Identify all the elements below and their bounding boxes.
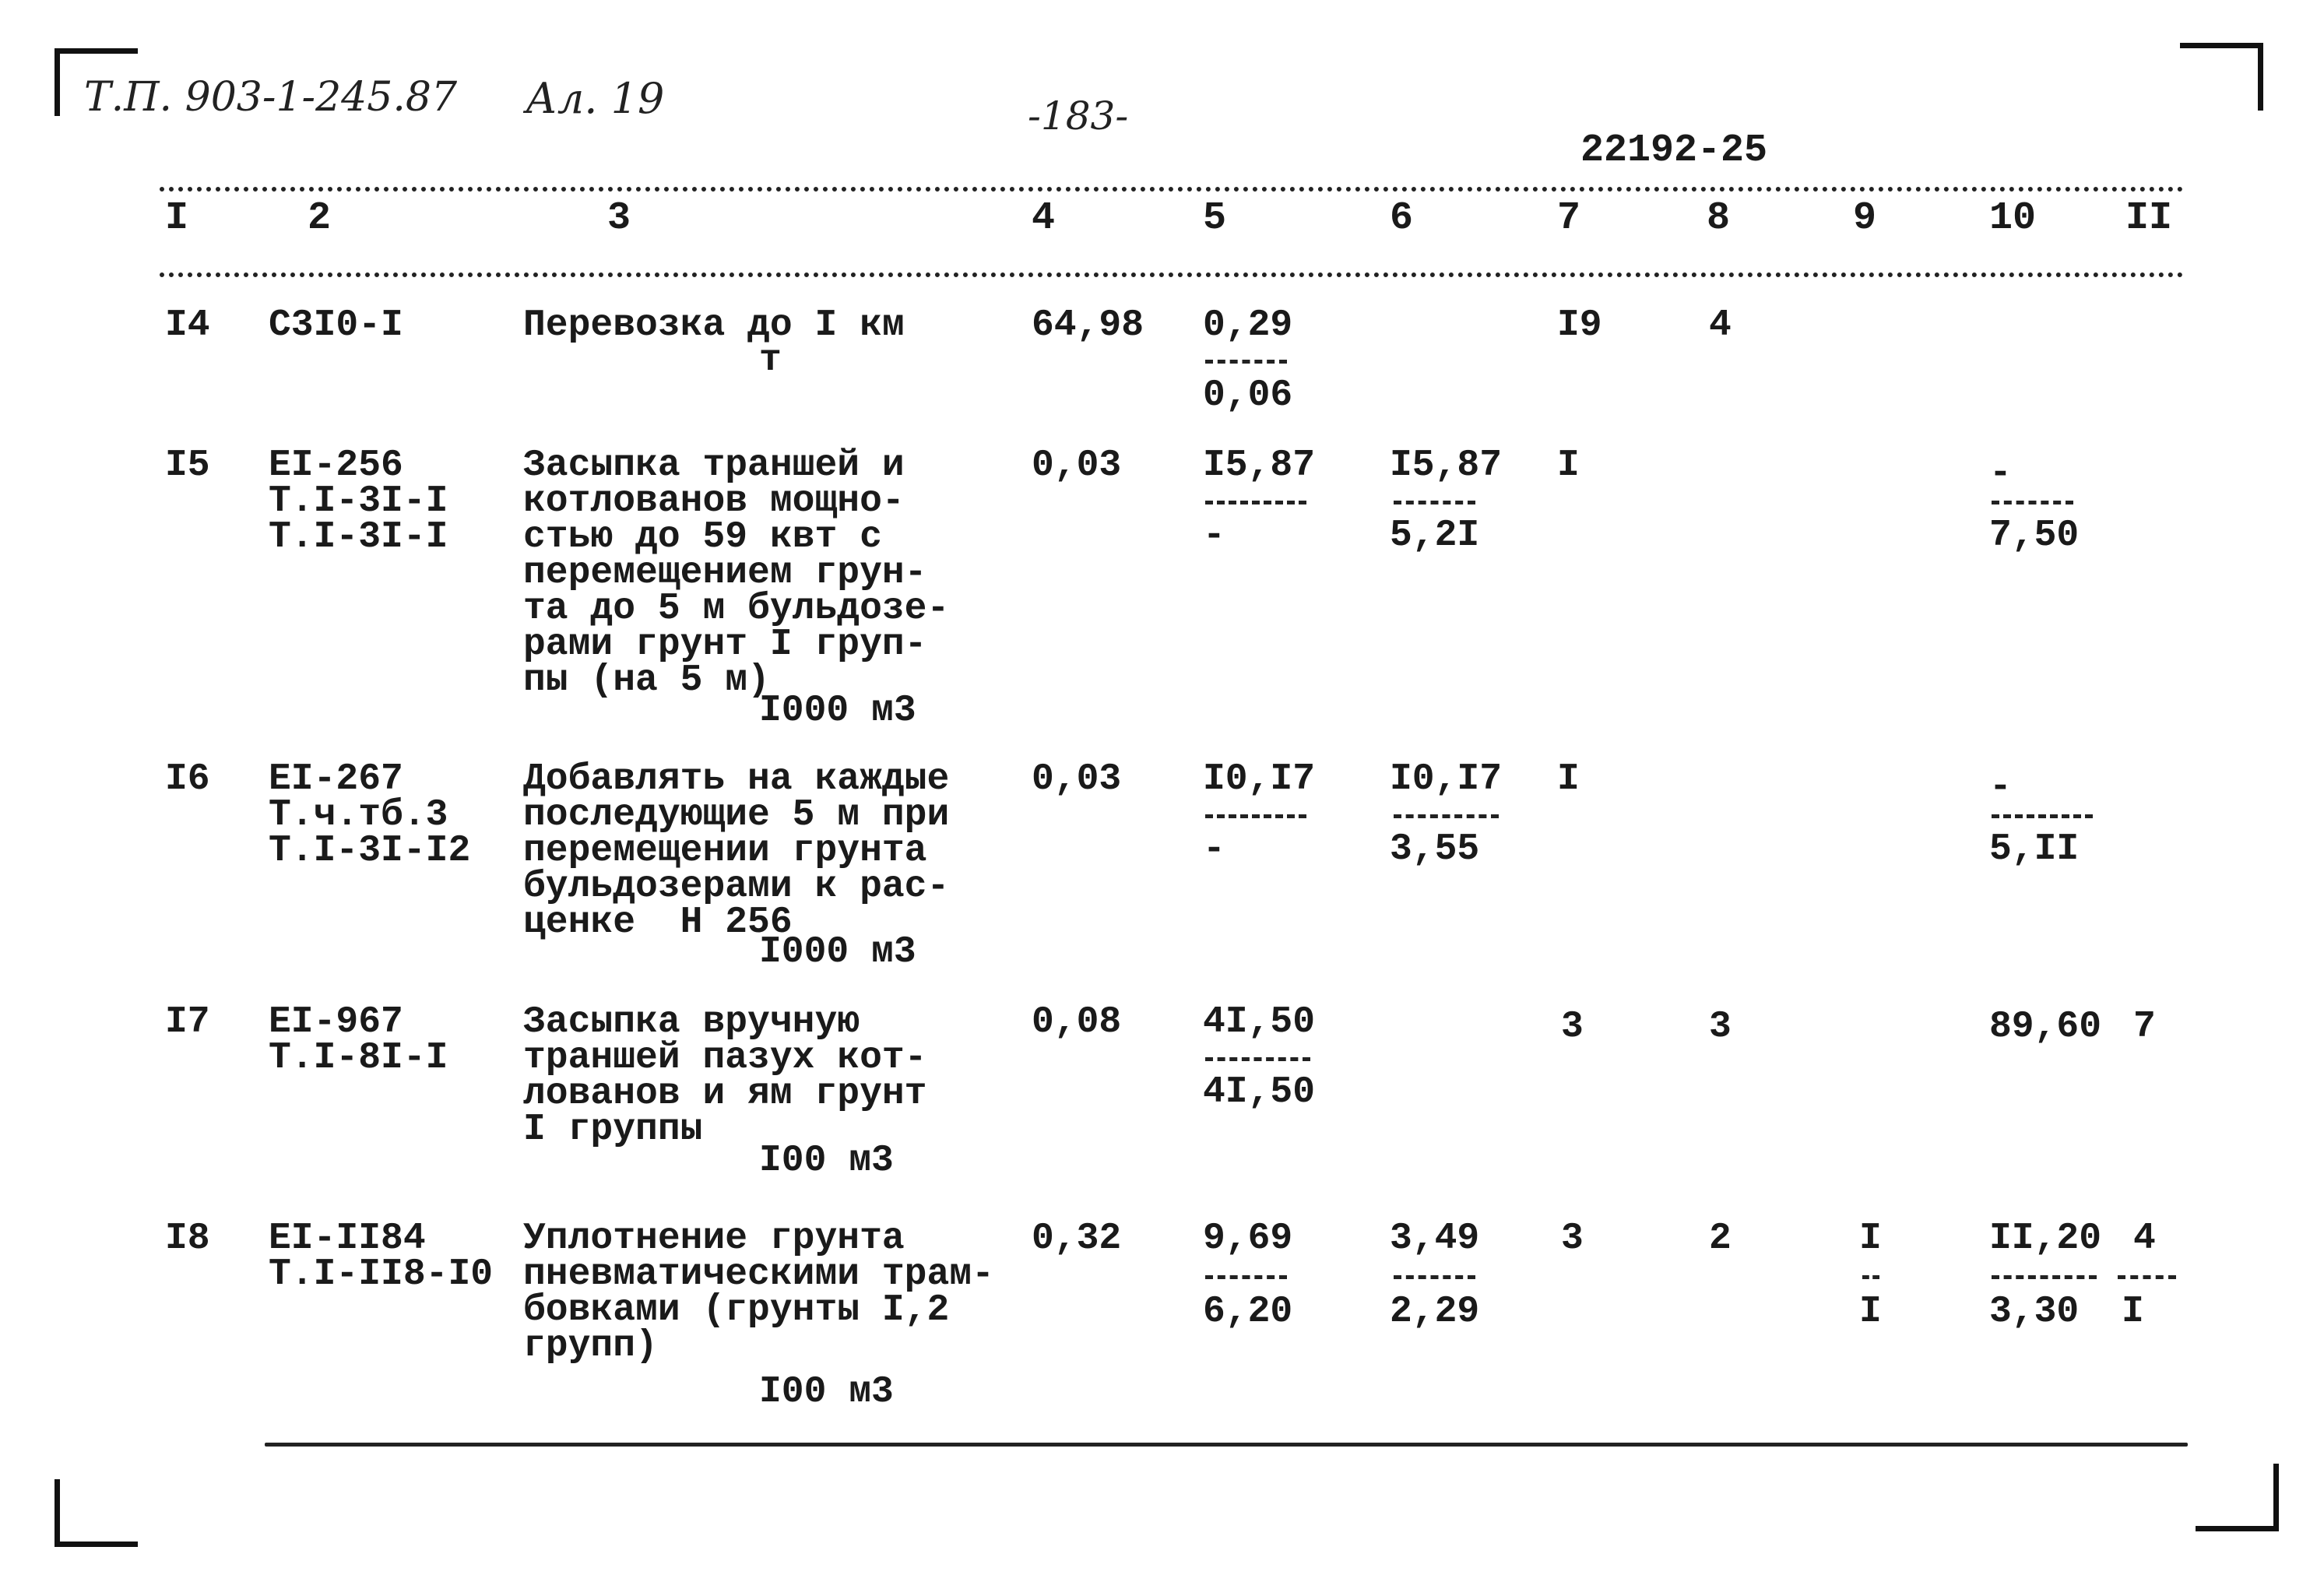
row-col5-top: 0,29 (1203, 304, 1293, 346)
row-col9-top: I (1859, 1218, 1882, 1260)
row-col7: I (1557, 758, 1580, 800)
row-col8: 4 (1709, 304, 1732, 346)
row-description: Засыпка вручную траншей пазух кот- лованов и ям грунт I группы (523, 1001, 927, 1151)
row-col9-divider (1862, 1275, 1879, 1279)
row-col10: 89,60 (1989, 1006, 2102, 1048)
row-col5-divider (1205, 1275, 1287, 1279)
row-col8: 3 (1709, 1006, 1732, 1048)
row-col7: 3 (1561, 1006, 1584, 1048)
row-col4: 0,08 (1032, 1001, 1122, 1043)
frame-corner-bottom-left (54, 1479, 138, 1547)
row-col7: I (1557, 445, 1580, 487)
row-col6-divider (1394, 814, 1499, 818)
col-header-3: 3 (607, 196, 631, 241)
row-col11-divider (2118, 1275, 2176, 1279)
table-top-rule (160, 187, 2184, 192)
row-col5-top: 4I,50 (1203, 1001, 1316, 1043)
row-col8: 2 (1709, 1218, 1732, 1260)
row-col4: 0,03 (1032, 758, 1122, 800)
row-unit: I000 м3 (759, 931, 916, 973)
row-code: ЕI-967 Т.I-8I-I (269, 1001, 448, 1079)
row-col7: I9 (1557, 304, 1602, 346)
row-col5-bottom: - (1203, 515, 1225, 557)
row-col11: 7 (2133, 1006, 2156, 1048)
row-col5-bottom: 6,20 (1203, 1291, 1293, 1333)
document-code: Т.П. 903-1-245.87 (84, 74, 458, 121)
row-col10-top: - (1989, 452, 2012, 494)
col-header-5: 5 (1203, 196, 1227, 241)
frame-corner-top-right (2180, 43, 2263, 111)
col-header-11: II (2125, 196, 2173, 241)
row-col10-divider (1992, 814, 2093, 818)
row-col4: 64,98 (1032, 304, 1144, 346)
row-unit: I00 м3 (759, 1140, 894, 1182)
col-header-6: 6 (1390, 196, 1414, 241)
row-description: Засыпка траншей и котлованов мощно- стью до 59 квт с перемещением грун- та до 5 м бульдозе- рами грунт I груп- пы (на 5 м) (523, 445, 950, 701)
row-col5-bottom: 4I,50 (1203, 1071, 1316, 1113)
col-header-8: 8 (1707, 196, 1731, 241)
row-col10-bottom: 5,II (1989, 828, 2080, 870)
row-col4: 0,03 (1032, 445, 1122, 487)
row-unit: I00 м3 (759, 1371, 894, 1413)
row-col5-top: 9,69 (1203, 1218, 1293, 1260)
row-description: Добавлять на каждые последующие 5 м при перемещении грунта бульдозерами к рас- ценке Н 256 (523, 758, 950, 944)
sheet-number: Ал. 19 (526, 74, 665, 123)
row-col6-bottom: 2,29 (1390, 1291, 1480, 1333)
row-col5-bottom: - (1203, 828, 1225, 870)
row-col6-top: I0,I7 (1390, 758, 1503, 800)
row-code: ЕI-267 Т.ч.тб.3 Т.I-3I-I2 (269, 758, 471, 872)
row-col5-top: I5,87 (1203, 445, 1316, 487)
col-header-10: 10 (1989, 196, 2037, 241)
row-col10-top: - (1989, 766, 2012, 808)
row-number: I7 (165, 1001, 210, 1043)
row-col6-divider (1394, 501, 1475, 504)
row-col5-divider (1205, 814, 1306, 818)
row-code: С3I0-I (269, 304, 403, 346)
col-header-4: 4 (1032, 196, 1056, 241)
table-bottom-rule (265, 1443, 2188, 1447)
row-description: Перевозка до I км (523, 304, 905, 346)
stamp-number: 22192-25 (1580, 128, 1768, 173)
col-header-7: 7 (1557, 196, 1581, 241)
row-code: ЕI-II84 Т.I-II8-I0 (269, 1218, 494, 1295)
row-col9-bottom: I (1859, 1291, 1882, 1333)
row-number: I6 (165, 758, 210, 800)
row-col10-bottom: 3,30 (1989, 1291, 2080, 1333)
row-col5-bottom: 0,06 (1203, 374, 1293, 417)
row-col10-bottom: 7,50 (1989, 515, 2080, 557)
row-col10-divider (1992, 501, 2073, 504)
table-header-rule (160, 272, 2184, 277)
page-number: -183- (1028, 93, 1129, 139)
row-unit: I000 м3 (759, 690, 916, 732)
row-col6-top: 3,49 (1390, 1218, 1480, 1260)
row-col5-top: I0,I7 (1203, 758, 1316, 800)
row-col6-top: I5,87 (1390, 445, 1503, 487)
row-col10-top: II,20 (1989, 1218, 2102, 1260)
row-col7: 3 (1561, 1218, 1584, 1260)
row-number: I5 (165, 445, 210, 487)
row-unit: т (759, 339, 782, 381)
row-col11-top: 4 (2133, 1218, 2156, 1260)
row-col10-divider (1992, 1275, 2097, 1279)
row-code: ЕI-256 Т.I-3I-I Т.I-3I-I (269, 445, 448, 558)
row-col6-bottom: 3,55 (1390, 828, 1480, 870)
row-col6-bottom: 5,2I (1390, 515, 1480, 557)
col-header-1: I (165, 196, 189, 241)
row-number: I4 (165, 304, 210, 346)
row-col5-divider (1205, 501, 1306, 504)
row-number: I8 (165, 1218, 210, 1260)
col-header-2: 2 (308, 196, 332, 241)
col-header-9: 9 (1853, 196, 1877, 241)
row-col5-divider (1205, 1057, 1310, 1061)
row-col11-bottom: I (2122, 1291, 2144, 1333)
row-col4: 0,32 (1032, 1218, 1122, 1260)
row-description: Уплотнение грунта пневматическими трам- бовками (грунты I,2 групп) (523, 1218, 994, 1367)
frame-corner-bottom-right (2196, 1464, 2279, 1531)
row-col6-divider (1394, 1275, 1475, 1279)
row-col5-divider (1205, 360, 1287, 364)
